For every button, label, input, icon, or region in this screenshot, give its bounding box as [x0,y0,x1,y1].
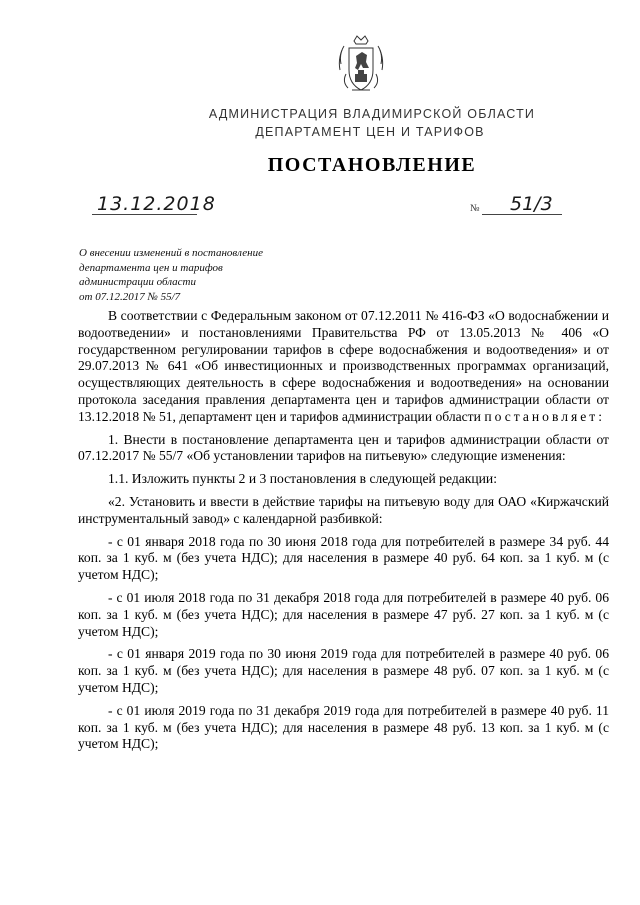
clause-1-1: 1.1. Изложить пункты 2 и 3 постановления в следующей редакции: [108,471,497,487]
document-date: 13.12.2018 [97,193,216,215]
clause-2: «2. Установить и ввести в действие тарифы на питьевую воду для ОАО «Киржачский инструментальный завод» с календарной разбивкой: [78,493,609,526]
administration-name: АДМИНИСТРАЦИЯ ВЛАДИМИРСКОЙ ОБЛАСТИ [208,107,536,121]
document-subject [79,246,319,304]
preamble-paragraph [78,308,609,426]
document-body [78,308,609,759]
number-underline [482,214,562,215]
subject-line: департамента цен и тарифов [79,261,223,274]
resolves-keyword: постановляет: [484,408,605,424]
tariff-item: - с 01 июля 2018 года по 31 декабря 2018 года для потребителей в размере 40 руб. 06 коп. за 1 куб. м (без учета НДС); для населения в размере 47 руб. 27 коп. за 1 куб. м (с учетом НДС); [78,589,609,639]
tariff-item: - с 01 января 2019 года по 30 июня 2019 года для потребителей в размере 40 руб. 06 коп. за 1 куб. м (без учета НДС); для населения в размере 48 руб. 07 коп. за 1 куб. м (с учетом НДС); [78,646,609,695]
number-prefix: № [470,203,480,214]
clause-1: 1. Внести в постановление департамента цен и тарифов администрации области от 07.12.2017 № 55/7 «Об установлении тарифов на питьевую» следующие изменения: [78,431,609,464]
tariff-item: - с 01 января 2018 года по 30 июня 2018 года для потребителей в размере 34 руб. 44 коп. за 1 куб. м (без учета НДС); для населения в размере 40 руб. 64 коп. за 1 куб. м (с учетом НДС); [78,533,609,583]
coat-of-arms-icon [336,34,386,96]
document-number: 51/3 [510,193,553,215]
department-name: ДЕПАРТАМЕНТ ЦЕН И ТАРИФОВ [255,125,485,139]
subject-line: от 07.12.2017 № 55/7 [79,290,181,303]
subject-line: администрации области [79,276,196,288]
date-underline [92,214,197,215]
preamble-text: В соответствии с Федеральным законом от 07.12.2011 № 416-ФЗ «О водоснабжении и водоотведении» и постановлениями Правительства РФ от 13.05.2013 № 406 «О государственном регулировании тарифов в сфере водоснабжения и водоотведения» и от 29.07.2013 № 641 «Об инвестиционных и производственных программах организаций, осуществляющих деятельность в сфере водоснабжения и водоотведения» на основании протокола заседания правления департамента цен и тарифов администрации области от 13.12.2018 № 51, департамент цен и тарифов администрации области [78,308,609,424]
subject-line: О внесении изменений в постановление [79,247,263,259]
tariff-item: - с 01 июля 2019 года по 31 декабря 2019 года для потребителей в размере 40 руб. 11 коп. за 1 куб. м (без учета НДС); для населения в размере 48 руб. 13 коп. за 1 куб. м (с учетом НДС); [78,702,609,752]
document-title: ПОСТАНОВЛЕНИЕ [267,154,477,176]
